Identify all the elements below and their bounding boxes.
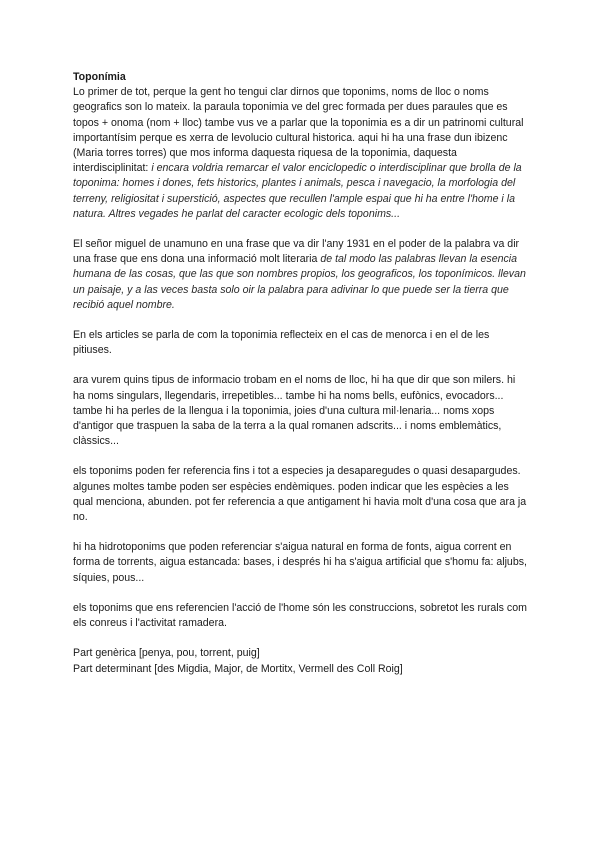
paragraph-unamuno-text: El señor miguel de unamuno en una frase que va dir l'any 1931 en el poder de la palabra va dir una frase que ens dona una informació molt literaria <box>73 238 520 266</box>
document-title: Toponímia <box>73 71 126 83</box>
paragraph-informacio: ara vurem quins tipus de informacio trobam en el noms de lloc, hi ha que dir que son milers. hi ha noms singulars, llegendaris, irrepetibles... tambe hi ha noms bells, eufònics, evocadors... tambe hi ha perles de la llengua i la toponimia, joies d'una cultura mil·lenaria... noms xops d'antigor que traspuen la saba de la terra a la qual romanen adscrits... i noms emblemàtics, clàssics... <box>73 374 516 448</box>
paragraph-articles: En els articles se parla de com la toponimia reflecteix en el cas de menorca i en el de les pitiuses. <box>73 329 490 357</box>
paragraph-intro-text: Lo primer de tot, perque la gent ho tengui clar dirnos que toponims, noms de lloc o noms geografics son lo mateix. la paraula toponimia ve del grec formada per dues paraules que es topos + onoma (nom + lloc) tambe vus ve a parlar que la toponimia es a dir un patrinomi cultural importantísim perque es xerra de levolucio cultural historica. aqui hi ha una frase dun ibizenc (Maria torres torres) que mos informa daquesta riquesa de la toponimia, daquesta interdisciplinitat: <box>73 86 524 175</box>
quote-unamuno: de tal modo las palabras llevan la esencia humana de las cosas, que las que son nombres propios, los geograficos, los toponímicos. llevan un paisaje, y a las veces basta solo oir la palabra para adivinar lo que puede ser la tierra que recibió aquel nombre. <box>73 253 526 311</box>
line-part-determinant: Part determinant [des Migdia, Major, de Mortitx, Vermell des Coll Roig] <box>73 662 403 675</box>
paragraph-accio-home: els toponims que ens referencien l'acció de l'home són les construccions, sobretot les rurals com els conreus i l'activitat ramadera. <box>73 601 527 630</box>
paragraph-hidrotoponims: hi ha hidrotoponims que poden referenciar s'aigua natural en forma de fonts, aigua corrent en forma de torrents, aigua estancada: bases, i després hi ha s'aigua artificial que s'homu fa: aljubs, síquies, pous... <box>73 541 527 584</box>
paragraph-unamuno <box>73 237 528 313</box>
paragraph-especies: els toponims poden fer referencia fins i tot a especies ja desaparegudes o quasi desapargudes. algunes moltes tambe poden ser espècies endèmiques. poden indicar que les espècies a les qual menciona, abunden. pot fer referencia a que antigament hi havia molt d'una cosa que ara ja no. <box>73 465 527 524</box>
paragraph-intro <box>73 85 528 222</box>
quote-maria-torres: i encara voldria remarcar el valor enciclopedic o interdisciplinar que brolla de la toponima: homes i dones, fets historics, plantes i animals, pesca i navegacio, la morfologia del terreny, religiositat i superstició, aspectes que recullen l'ample espai que hi ha entre l'home i la natura. Altres vegades he parlat del caracter ecologic dels toponims... <box>73 162 522 220</box>
line-part-generica: Part genèrica [penya, pou, torrent, puig] <box>73 647 260 660</box>
